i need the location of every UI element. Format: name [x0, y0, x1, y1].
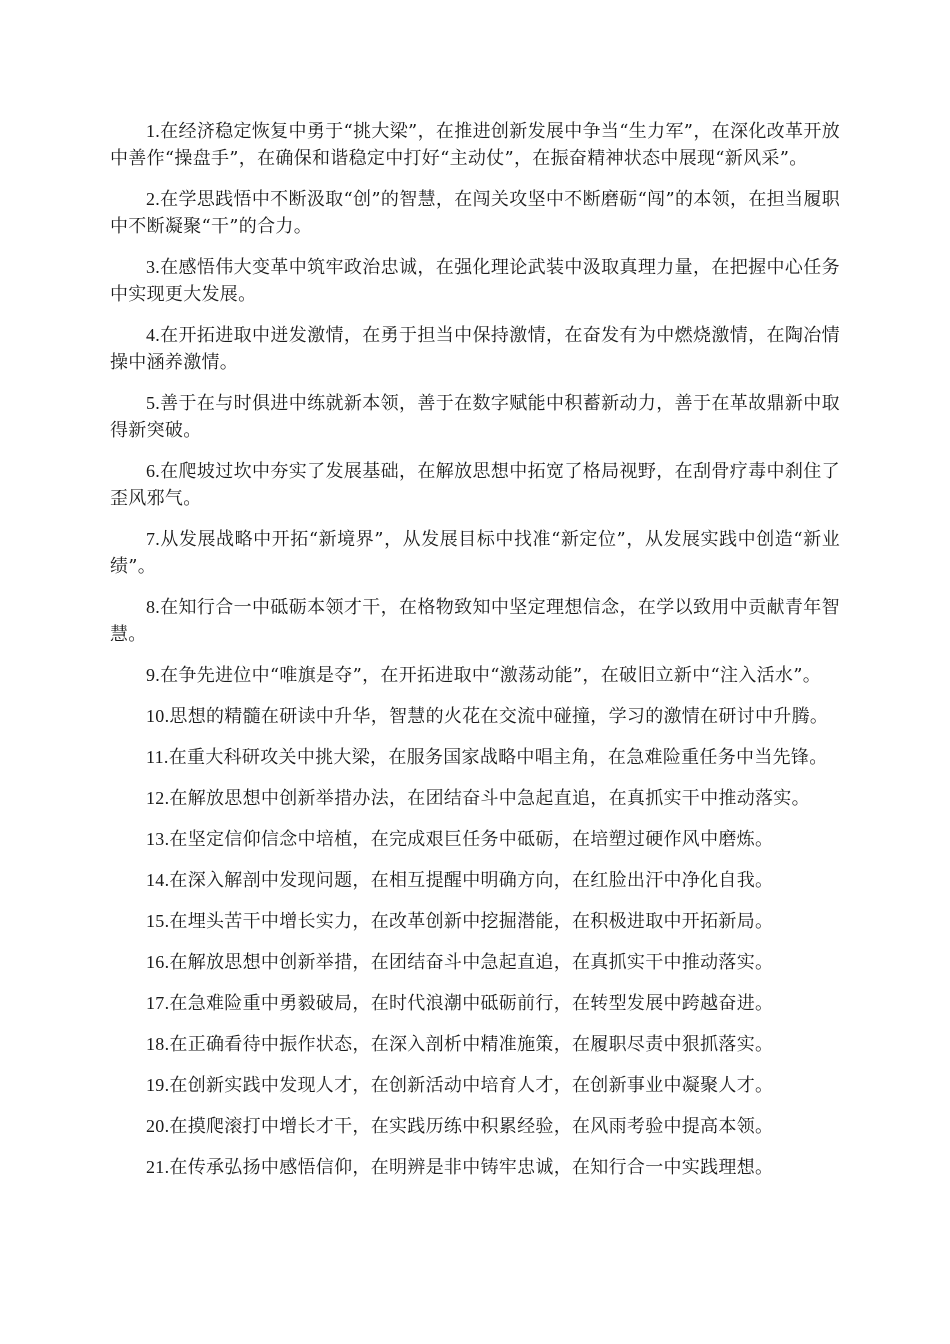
paragraph-number: 14. — [146, 870, 170, 890]
paragraph — [110, 908, 840, 935]
paragraph-text: 在解放思想中创新举措办法，在团结奋斗中急起直追，在真抓实干中推动落实。 — [169, 788, 810, 809]
paragraph — [110, 1072, 840, 1099]
paragraph — [110, 254, 840, 308]
paragraph — [110, 744, 840, 771]
paragraph — [110, 390, 840, 444]
paragraph — [110, 594, 840, 648]
paragraph — [110, 867, 840, 894]
paragraph — [110, 186, 840, 240]
paragraph-text: 在埋头苦干中增长实力，在改革创新中挖掘潜能，在积极进取中开拓新局。 — [169, 911, 774, 932]
paragraph-text: 在解放思想中创新举措，在团结奋斗中急起直追，在真抓实干中推动落实。 — [169, 952, 774, 973]
paragraph-text: 在重大科研攻关中挑大梁，在服务国家战略中唱主角，在急难险重任务中当先锋。 — [168, 747, 828, 768]
paragraph-number: 5. — [146, 393, 161, 413]
paragraph-number: 18. — [146, 1034, 170, 1054]
paragraph-text: 在摸爬滚打中增长才干，在实践历练中积累经验，在风雨考验中提高本领。 — [169, 1116, 774, 1137]
paragraph-number: 3. — [146, 257, 161, 277]
paragraph-number: 21. — [146, 1157, 170, 1177]
paragraph — [110, 322, 840, 376]
paragraph-text: 在学思践悟中不断汲取“创”的智慧，在闯关攻坚中不断磨砺“闯”的本领，在担当履职中不断凝聚“干”的合力。 — [110, 189, 840, 237]
paragraph-number: 17. — [146, 993, 170, 1013]
paragraph-text: 在开拓进取中迸发激情，在勇于担当中保持激情，在奋发有为中燃烧激情，在陶冶情操中涵养激情。 — [110, 325, 840, 373]
paragraph — [110, 703, 840, 730]
paragraph-text: 在感悟伟大变革中筑牢政治忠诚，在强化理论武装中汲取真理力量，在把握中心任务中实现更大发展。 — [110, 257, 840, 305]
paragraph-text: 在传承弘扬中感悟信仰，在明辨是非中铸牢忠诚，在知行合一中实践理想。 — [169, 1157, 774, 1178]
paragraph — [110, 118, 840, 172]
paragraph-text: 在知行合一中砥砺本领才干，在格物致知中坚定理想信念，在学以致用中贡献青年智慧。 — [110, 597, 840, 645]
paragraph-number: 10. — [146, 706, 170, 726]
paragraph — [110, 1154, 840, 1181]
paragraph-text: 在正确看待中振作状态，在深入剖析中精准施策，在履职尽责中狠抓落实。 — [169, 1034, 774, 1055]
paragraph-number: 4. — [146, 325, 161, 345]
paragraph — [110, 526, 840, 580]
paragraph-number: 20. — [146, 1116, 170, 1136]
paragraph — [110, 990, 840, 1017]
paragraph-number: 1. — [146, 121, 161, 141]
paragraph-number: 16. — [146, 952, 170, 972]
paragraph-number: 15. — [146, 911, 170, 931]
paragraph-number: 11. — [146, 747, 169, 767]
paragraph-number: 9. — [146, 665, 161, 685]
paragraph-text: 思想的精髓在研读中升华，智慧的火花在交流中碰撞，学习的激情在研讨中升腾。 — [169, 706, 829, 727]
paragraph — [110, 949, 840, 976]
paragraph-number: 13. — [146, 829, 170, 849]
paragraph — [110, 1113, 840, 1140]
paragraph — [110, 826, 840, 853]
paragraph — [110, 785, 840, 812]
paragraph-number: 7. — [146, 529, 161, 549]
paragraph — [110, 458, 840, 512]
paragraph-text: 在爬坡过坎中夯实了发展基础，在解放思想中拓宽了格局视野，在刮骨疗毒中刹住了歪风邪气。 — [110, 461, 840, 509]
paragraph — [110, 1031, 840, 1058]
paragraph-number: 12. — [146, 788, 170, 808]
document-body — [110, 118, 840, 1195]
paragraph-number: 19. — [146, 1075, 170, 1095]
paragraph-text: 在争先进位中“唯旗是夺”，在开拓进取中“激荡动能”，在破旧立新中“注入活水”。 — [160, 665, 822, 686]
paragraph-text: 在经济稳定恢复中勇于“挑大梁”，在推进创新发展中争当“生力军”，在深化改革开放中善作“操盘手”，在确保和谐稳定中打好“主动仗”，在振奋精神状态中展现“新风采”。 — [110, 121, 840, 169]
paragraph-text: 在深入解剖中发现问题，在相互提醒中明确方向，在红脸出汗中净化自我。 — [169, 870, 774, 891]
paragraph-text: 从发展战略中开拓“新境界”，从发展目标中找准“新定位”，从发展实践中创造“新业绩”。 — [110, 529, 840, 577]
paragraph-text: 在坚定信仰信念中培植，在完成艰巨任务中砥砺，在培塑过硬作风中磨炼。 — [169, 829, 774, 850]
paragraph-text: 在创新实践中发现人才，在创新活动中培育人才，在创新事业中凝聚人才。 — [169, 1075, 774, 1096]
paragraph-text: 善于在与时俱进中练就新本领，善于在数字赋能中积蓄新动力，善于在革故鼎新中取得新突破。 — [110, 393, 840, 441]
paragraph-number: 6. — [146, 461, 161, 481]
paragraph — [110, 662, 840, 689]
paragraph-number: 8. — [146, 597, 161, 617]
paragraph-number: 2. — [146, 189, 161, 209]
paragraph-text: 在急难险重中勇毅破局，在时代浪潮中砥砺前行，在转型发展中跨越奋进。 — [169, 993, 774, 1014]
